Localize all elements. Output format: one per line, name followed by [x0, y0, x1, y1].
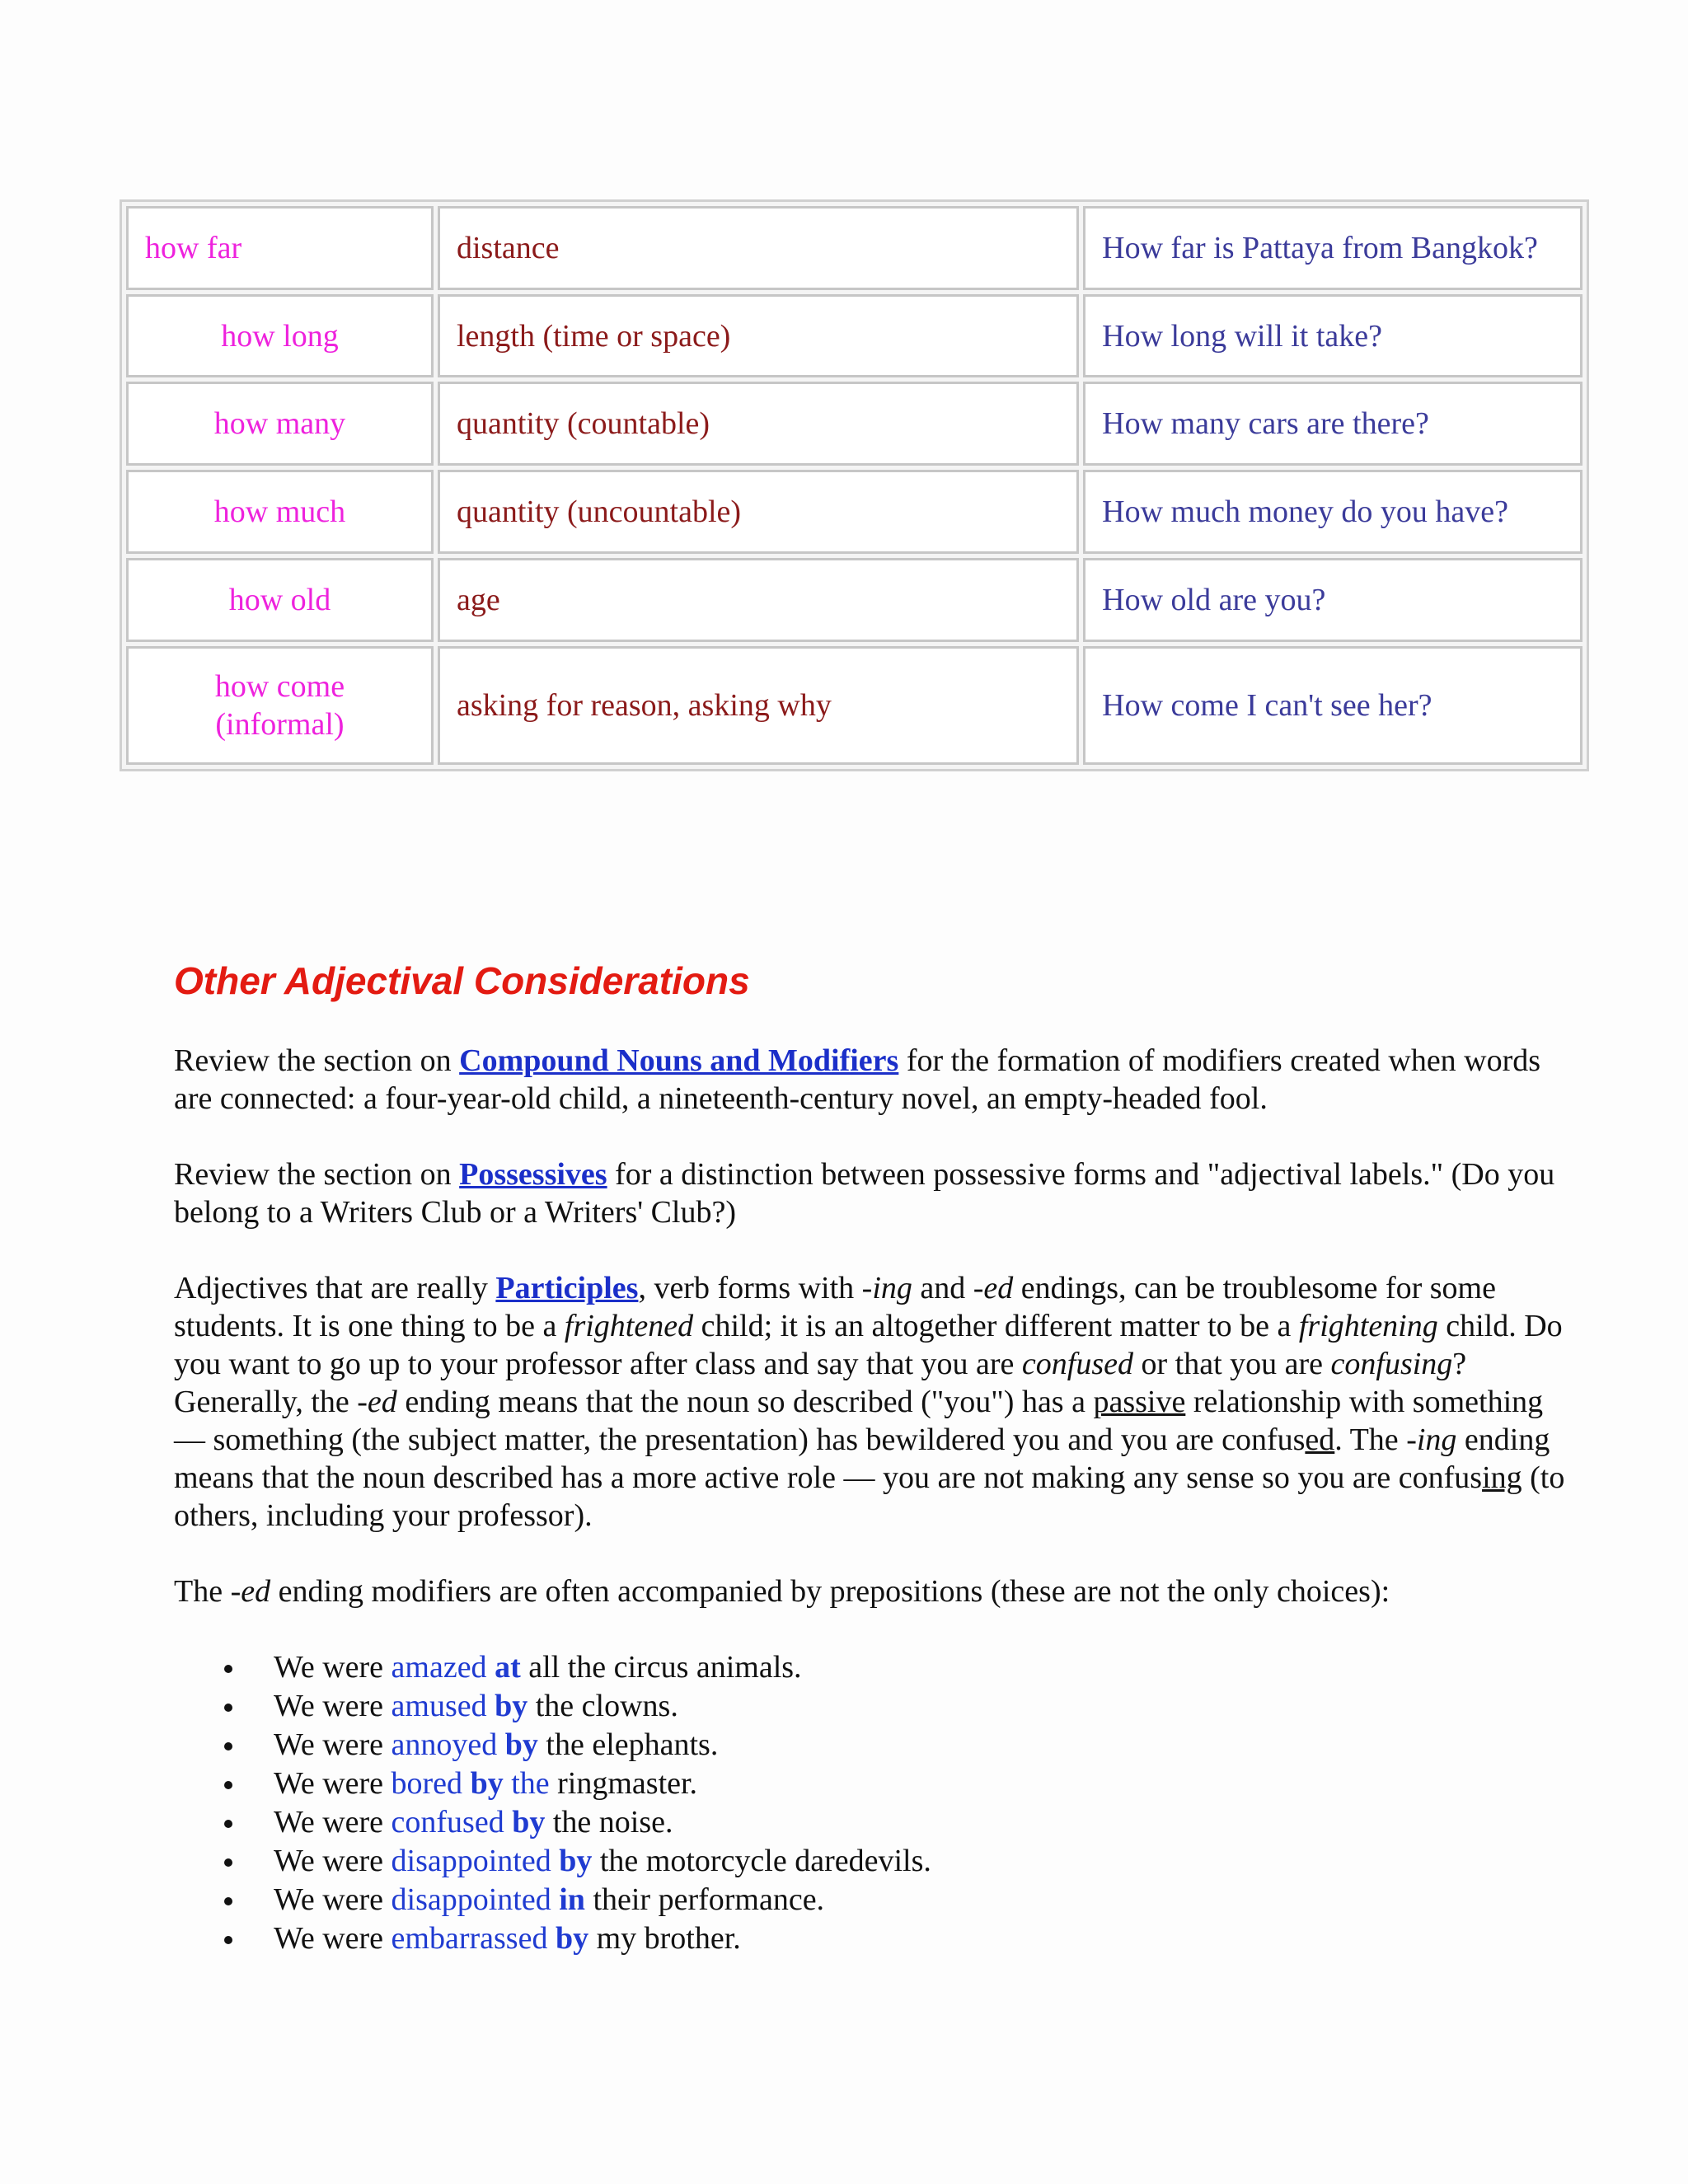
question-word: how come — [214, 668, 345, 704]
list-item: We were amused by the clowns. — [174, 1687, 1575, 1726]
meaning-cell: distance — [438, 206, 1079, 290]
paragraph-compound-nouns: Review the section on Compound Nouns and Modifiers for the formation of modifiers created when words are connected: a four-year-old child, a nineteenth-century novel, an empty-headed fool. — [174, 1043, 1541, 1116]
question-word-cell — [126, 646, 434, 765]
question-word-cell: how many — [126, 382, 434, 466]
table-row — [126, 382, 1582, 466]
question-word-cell: how much — [126, 470, 434, 554]
article-content — [174, 956, 1575, 1958]
table-row — [126, 646, 1582, 765]
meaning-cell: asking for reason, asking why — [438, 646, 1079, 765]
list-item: We were embarrassed by my brother. — [174, 1919, 1575, 1958]
list-item: We were bored by the ringmaster. — [174, 1765, 1575, 1803]
list-item: We were disappointed in their performance. — [174, 1881, 1575, 1919]
meaning-cell: age — [438, 558, 1079, 642]
paragraph-prepositions-intro: The -ed ending modifiers are often accompanied by prepositions (these are not the only choices): — [174, 1574, 1390, 1609]
table-row — [126, 470, 1582, 554]
paragraph-participles: Adjectives that are really Participles, verb forms with -ing and -ed endings, can be troublesome for some students. It is one thing to be a frightened child; it is an altogether different matter to be a frightening child. Do you want to go up to your professor after class and say that you are confused or that you are confusing? Generally, the -ed ending means that the noun so described ("you") has a passive relationship with something — something (the subject matter, the presentation) has bewildered you and you are confused. The -ing ending means that the noun described has a more active role — you are not making any sense so you are confusing (to others, including your professor). — [174, 1271, 1565, 1533]
paragraph-possessives: Review the section on Possessives for a distinction between possessive forms and "adjectival labels." (Do you belong to a Writers Club or a Writers' Club?) — [174, 1157, 1555, 1230]
list-item: We were annoyed by the elephants. — [174, 1726, 1575, 1765]
table-row — [126, 294, 1582, 378]
compound-nouns-link[interactable]: Compound Nouns and Modifiers — [459, 1043, 899, 1078]
example-cell: How far is Pattaya from Bangkok? — [1083, 206, 1582, 290]
table-row — [126, 206, 1582, 290]
table-row — [126, 558, 1582, 642]
example-cell: How long will it take? — [1083, 294, 1582, 378]
examples-list — [174, 1648, 1575, 1958]
question-word-note: (informal) — [215, 706, 345, 742]
list-item: We were confused by the noise. — [174, 1803, 1575, 1842]
example-cell: How come I can't see her? — [1083, 646, 1582, 765]
list-item: We were amazed at all the circus animals. — [174, 1648, 1575, 1687]
question-word-cell: how old — [126, 558, 434, 642]
example-cell: How many cars are there? — [1083, 382, 1582, 466]
example-cell: How old are you? — [1083, 558, 1582, 642]
question-word-cell: how far — [126, 206, 434, 290]
participles-link[interactable]: Participles — [495, 1271, 639, 1305]
possessives-link[interactable]: Possessives — [459, 1157, 607, 1192]
meaning-cell: quantity (uncountable) — [438, 470, 1079, 554]
list-item: We were disappointed by the motorcycle daredevils. — [174, 1842, 1575, 1881]
section-heading: Other Adjectival Considerations — [174, 959, 750, 1002]
question-word-cell: how long — [126, 294, 434, 378]
question-words-table — [120, 199, 1589, 771]
meaning-cell: length (time or space) — [438, 294, 1079, 378]
meaning-cell: quantity (countable) — [438, 382, 1079, 466]
example-cell: How much money do you have? — [1083, 470, 1582, 554]
